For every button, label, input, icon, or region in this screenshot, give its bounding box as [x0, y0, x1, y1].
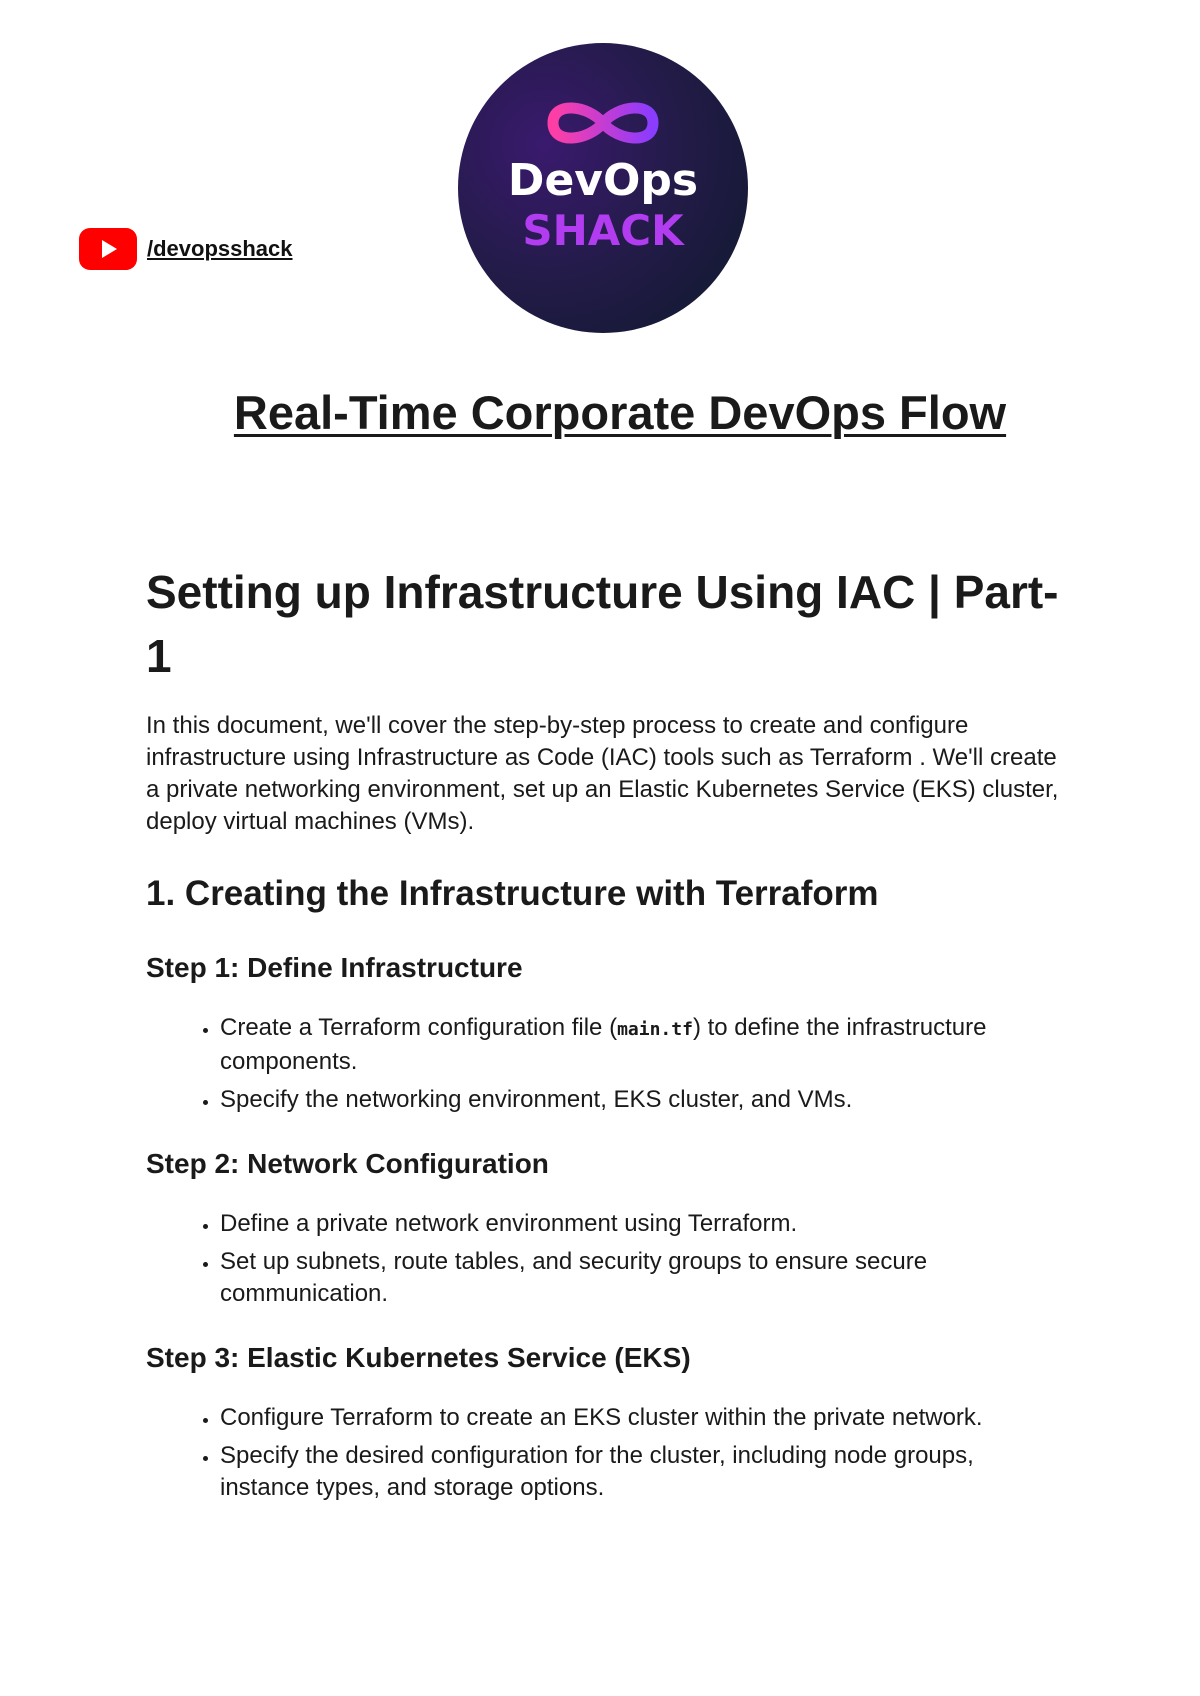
youtube-icon — [79, 228, 137, 270]
filename-code: main.tf — [617, 1019, 693, 1040]
list-item: • Specify the desired configuration for the cluster, including node groups, instance types, and storage options. — [220, 1440, 1066, 1504]
step2-heading: Step 2: Network Configuration — [146, 1148, 549, 1179]
list-item: • Specify the networking environment, EKS cluster, and VMs. — [220, 1084, 1066, 1116]
step3-heading: Step 3: Elastic Kubernetes Service (EKS) — [146, 1342, 691, 1373]
step1-heading: Step 1: Define Infrastructure — [146, 952, 523, 983]
main-heading: Setting up Infrastructure Using IAC | Part-1 — [146, 566, 1059, 682]
devops-shack-logo — [458, 43, 748, 333]
youtube-handle: /devopsshack — [147, 236, 293, 261]
list-item: • Set up subnets, route tables, and security groups to ensure secure communication. — [220, 1246, 1066, 1310]
step3-list — [146, 1402, 1066, 1504]
logo-line1: DevOps — [507, 155, 699, 206]
list-item: • Define a private network environment using Terraform. — [220, 1208, 1066, 1240]
intro-paragraph: In this document, we'll cover the step-by-step process to create and configure infrastructure using Infrastructure as Code (IAC) tools such as Terraform . We'll create a private networking environment, set up an Elastic Kubernetes Service (EKS) cluster, deploy virtual machines (VMs). — [146, 712, 1059, 835]
step1-list — [146, 1012, 1066, 1116]
step2-list — [146, 1208, 1066, 1310]
logo-line2: SHACK — [522, 206, 684, 255]
youtube-channel-link[interactable] — [79, 228, 293, 270]
list-item: • Configure Terraform to create an EKS cluster within the private network. — [220, 1402, 1066, 1434]
section-heading: 1. Creating the Infrastructure with Terraform — [146, 874, 879, 913]
document-title: Real-Time Corporate DevOps Flow — [233, 386, 1007, 439]
list-item: • Create a Terraform configuration file (main.tf) to define the infrastructure components. — [220, 1012, 1066, 1078]
document-body — [146, 560, 1066, 1534]
